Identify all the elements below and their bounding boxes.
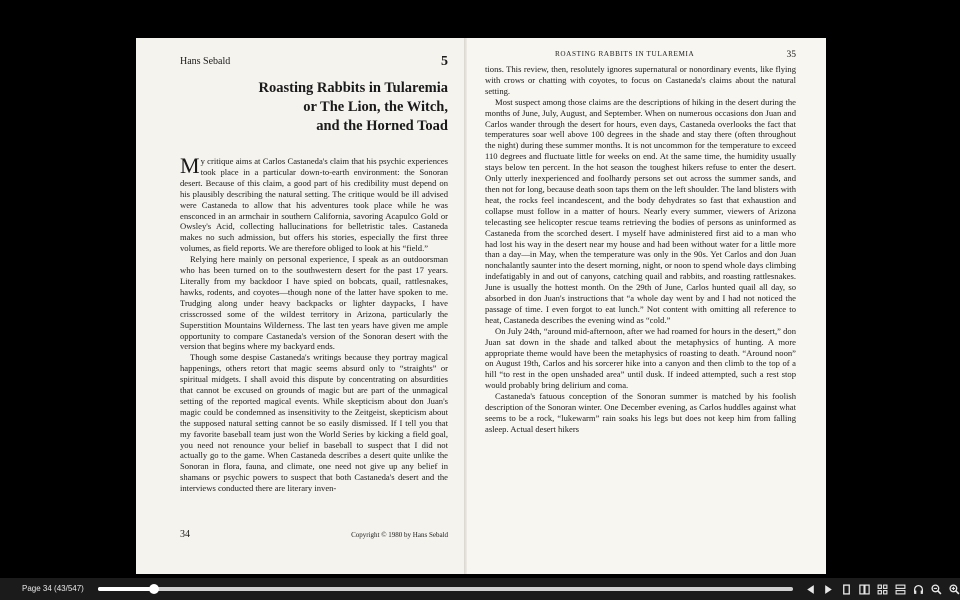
paragraph: Though some despise Castaneda's writings because they portray magical happenings, others retort that magic seems absurd only to “straights” or spiritual midgets. I shall avoid this dispute by concentrating on absurdities that cannot be excused on grounds of magic but are part of the unmagical setting of the reported magical events. While skepticism about don Juan's magic could be condemned as insensitivity to the Zeitgeist, skepticism about the supposed natural setting cannot be so easily dismissed. If I tell you that my favorite baseball team just won the World Series by kicking a field goal, you need not renounce your belief in baseball to suspect that I did not actually go to the game. When Castaneda describes a desert quite unlike the Sonoran in flora, fauna, and climate, one need not give up any belief in shamans or psychic powers to suspect that both Castaneda's desert and the interviews conducted there are literary inven- [180,352,448,494]
right-page-number: 35 [786,50,796,60]
page-slider[interactable] [98,587,793,591]
left-page-footer [180,529,448,540]
right-body-text [485,64,796,435]
left-page [136,38,466,574]
left-page-number: 34 [180,529,190,540]
paragraph: Castaneda's fatuous conception of the Sonoran summer is matched by his foolish description of the Sonoran winter. One December evening, as Carlos huddles against what seems to be a rock, “lukewarm” rain soaks his legs but does not keep him from falling asleep. Actual desert hikers [485,391,796,434]
paragraph: Relying here mainly on personal experience, I speak as an outdoorsman who has been turned on to the southwestern desert for the past 17 years. Literally from my backdoor I have spied on bobcats, quail, rattlesnakes, hawks, rodents, and coyotes—though none of the latter have spoken to me. Trudging along under heavy backpacks or lighter daypacks, I have crisscrossed some of the wildest territory in Arizona, particularly the Superstition Mountains Wilderness. The last ten years have given me ample opportunity to compare Castaneda's version of the Sonoran desert with the version that begins where my backyard ends. [180,254,448,352]
thumbnail-grid-icon[interactable] [875,581,889,597]
paragraph: On July 24th, “around mid-afternoon, after we had roamed for hours in the desert,” don Juan sat down in the shade and talked about the metaphysics of hunting. A more appropriate theme would have been the metaphysics of roasting to death. “Around noon” on August 19th, Carlos and his sorcerer hike into a canyon and then climb to the top of a hill “to rest in the open unshaded area” until dusk. If indeed attempted, such a rest stop would probably bring delirium and coma. [485,325,796,391]
chapter-title-line: and the Horned Toad [316,118,448,134]
paragraph: Most suspect among those claims are the descriptions of hiking in the desert during the months of June, July, August, and September. When on numerous occasions don Juan and Carlos wander through the desert for hours, even days, Castaneda overlooks the fact that temperatures soar well above 100 degrees in the shade and stay there (often throughout the night) during these summer months. It is not uncommon for the temperature to exceed 110 degrees and fluctuate little for weeks on end. At the same time, the humidity usually stays below ten percent. In the hot season the toughest hikers refuse to enter the desert. Only utterly inexperienced and foolhardy persons set out across the summer sands, and then not for long, because death soon taps them on the left shoulder. The land blisters with heat, the rocks feel incandescent, and the body dehydrates so fast that exhaustion and collapse must follow in a matter of hours. Nearly every summer, viewers of Arizona telecasting see helicopter rescue teams retrieving the bodies of persons as uninformed as Castaneda from the scorched desert. I myself have administered first aid to a man who had lost his way in the desert near my house and had been without water for a little more than a day—in May, when the temperature was only in the 90s. Yet Carlos and don Juan nonchalantly saunter into the desert morning, night, or noon to spend whole days climbing indefatigably in and out of canyons, catching quail and rabbits, and roasting rattlesnakes. June is usually the hottest month. On the 29th of June, Carlos hunted quail all day, so absorbed in don Juan's instructions that “a whole day went by and I had not noticed the passage of time. I even forgot to eat lunch.” Not content with omitting all reference to heat, Castaneda describes the evening wind as “cold.” [485,96,796,325]
reader-toolbar [0,578,960,600]
left-running-head [180,56,448,72]
left-body-text [180,153,448,494]
running-head-title: ROASTING RABBITS IN TULAREMIA [555,50,695,58]
prev-page-icon[interactable] [803,581,817,597]
page-indicator: Page 34 (43/547) [22,584,84,593]
audio-icon[interactable] [911,581,925,597]
chapter-number: 5 [441,54,448,69]
slider-fill [98,587,154,591]
chapter-title-line: or The Lion, the Witch, [303,99,448,115]
two-page-icon[interactable] [857,581,871,597]
right-page [467,38,826,574]
zoom-out-icon[interactable] [929,581,943,597]
next-page-icon[interactable] [821,581,835,597]
paragraph: My critique aims at Carlos Castaneda's claim that his psychic experiences took place in a particular down-to-earth environment: the Sonoran desert. Because of this claim, a good part of his credibility must depend on his plausibly describing the natural setting. The critique would be ill advised were Castaneda to allow that his adventures took place while he was ensconced in an armchair in southern California, savoring Acapulco Gold or Owsley's Acid, collecting hallucinations for belletristic tales. Castaneda makes no such admission, but offers his stories, especially the first three volumes, as field reports. We are therefore obliged to look at his “field.” [180,153,448,254]
copyright-notice: Copyright © 1980 by Hans Sebald [351,531,448,539]
paragraph: tions. This review, then, resolutely ignores supernatural or nonordinary events, like flying with crows or chatting with coyotes, to focus on Castaneda's claims about the natural setting. [485,64,796,96]
chapter-title [180,79,448,136]
slider-thumb[interactable] [149,584,159,594]
thumbnails-icon[interactable] [893,581,907,597]
chapter-title-line: Roasting Rabbits in Tularemia [258,80,448,96]
single-page-icon[interactable] [839,581,853,597]
zoom-in-icon[interactable] [947,581,960,597]
author-name: Hans Sebald [180,56,231,67]
dropcap: M [180,153,200,178]
